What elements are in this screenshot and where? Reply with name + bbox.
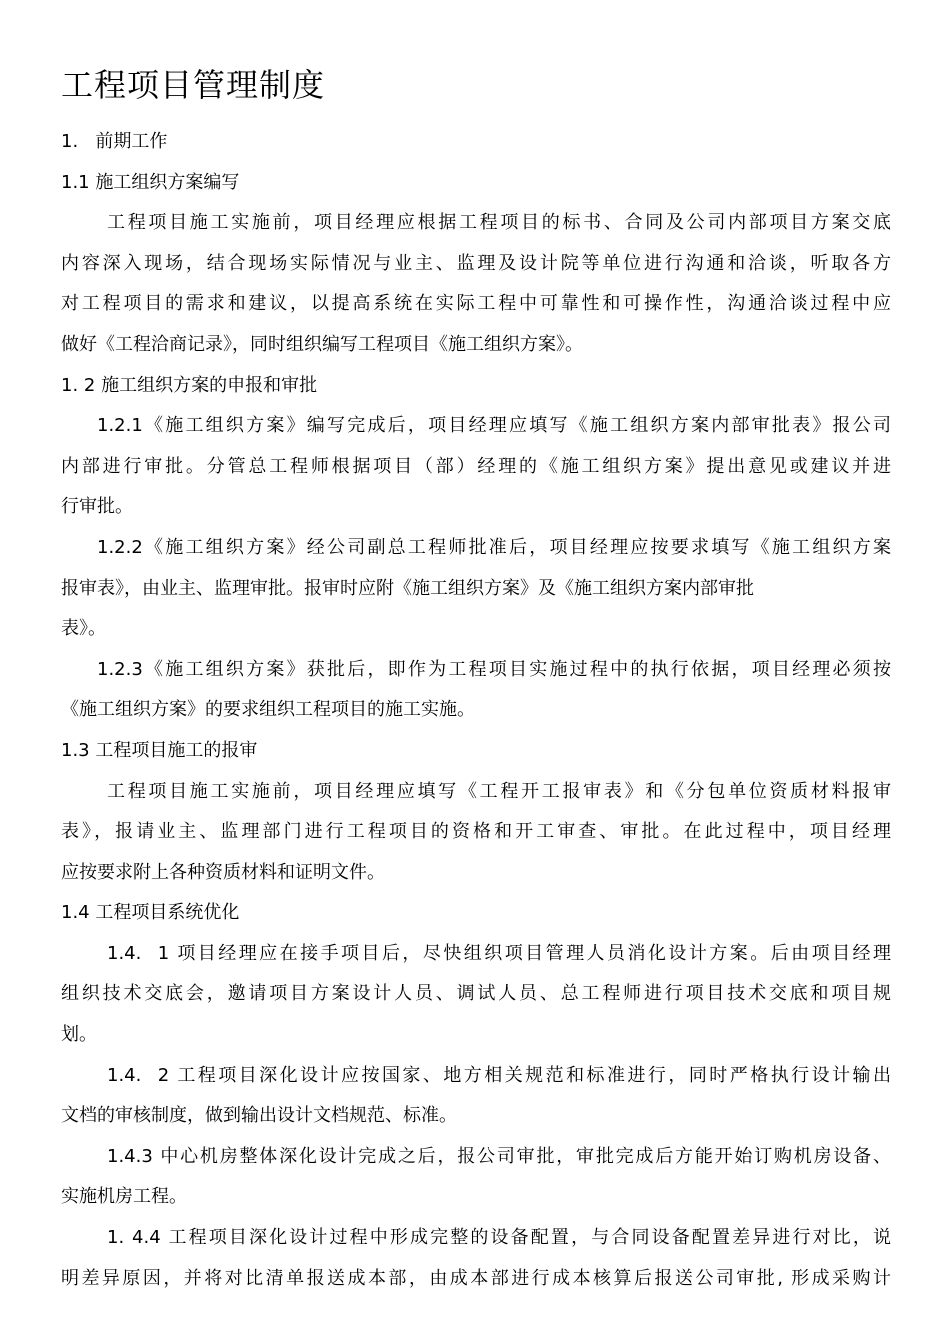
text-line: 实施机房工程。 (61, 1186, 187, 1208)
text-line: 明差异原因，并将对比清单报送成本部，由成本部进行成本核算后报送公司审批, 形成采购计 (61, 1267, 891, 1289)
text-line: 表》，报请业主、监理部门进行工程项目的资格和开工审查、审批。在此过程中，项目经理 (61, 821, 891, 843)
text-line: 1. 前期工作 (61, 131, 168, 152)
text-line: 1.4 工程项目系统优化 (61, 902, 240, 924)
text-line: 内部进行审批。分管总工程师根据项目（部）经理的《施工组织方案》提出意见或建议并进 (61, 455, 891, 477)
text-line: 做好《工程洽商记录》，同时组织编写工程项目《施工组织方案》。 (61, 333, 583, 355)
document-body (61, 122, 891, 1299)
text-line: 内容深入现场，结合现场实际情况与业主、监理及设计院等单位进行沟通和洽谈，听取各方 (61, 252, 891, 274)
text-line: 组织技术交底会，邀请项目方案设计人员、调试人员、总工程师进行项目技术交底和项目规 (61, 983, 891, 1005)
text-line: 划。 (61, 1024, 97, 1046)
text-line: 表》。 (61, 618, 106, 640)
text-line: 1.2.3《施工组织方案》获批后，即作为工程项目实施过程中的执行依据，项目经理必须按 (97, 658, 891, 680)
text-line: 1.2.1《施工组织方案》编写完成后，项目经理应填写《施工组织方案内部审批表》报公司 (97, 415, 891, 437)
text-line: 工程项目施工实施前，项目经理应根据工程项目的标书、合同及公司内部项目方案交底 (107, 212, 891, 234)
text-line: 1.4. 1 项目经理应在接手项目后，尽快组织项目管理人员消化设计方案。后由项目经理 (107, 942, 891, 964)
text-line: 文档的审核制度，做到输出设计文档规范、标准。 (61, 1105, 457, 1127)
text-line: 1. 2 施工组织方案的申报和审批 (61, 374, 318, 396)
text-line: 1.2.2《施工组织方案》经公司副总工程师批准后，项目经理应按要求填写《施工组织方案 (97, 536, 891, 558)
text-line: 1. 4.4 工程项目深化设计过程中形成完整的设备配置，与合同设备配置差异进行对比，说 (107, 1227, 891, 1249)
text-line: 应按要求附上各种资质材料和证明文件。 (61, 861, 385, 883)
text-line: 对工程项目的需求和建议，以提高系统在实际工程中可靠性和可操作性，沟通洽谈过程中应 (61, 293, 891, 315)
text-line: 1.3 工程项目施工的报审 (61, 739, 258, 761)
text-line: 《施工组织方案》的要求组织工程项目的施工实施。 (61, 699, 475, 721)
text-line: 1.4. 2 工程项目深化设计应按国家、地方相关规范和标准进行，同时严格执行设计输出 (107, 1064, 891, 1086)
document-title: 工程项目管理制度 (61, 66, 326, 105)
text-line: 行审批。 (61, 496, 133, 518)
text-line: 1.1 施工组织方案编写 (61, 171, 240, 193)
text-line: 工程项目施工实施前，项目经理应填写《工程开工报审表》和《分包单位资质材料报审 (107, 780, 891, 802)
text-line: 报审表》，由业主、监理审批。报审时应附《施工组织方案》及《施工组织方案内部审批 (61, 577, 754, 599)
text-line: 1.4.3 中心机房整体深化设计完成之后，报公司审批，审批完成后方能开始订购机房设备、 (107, 1145, 891, 1167)
